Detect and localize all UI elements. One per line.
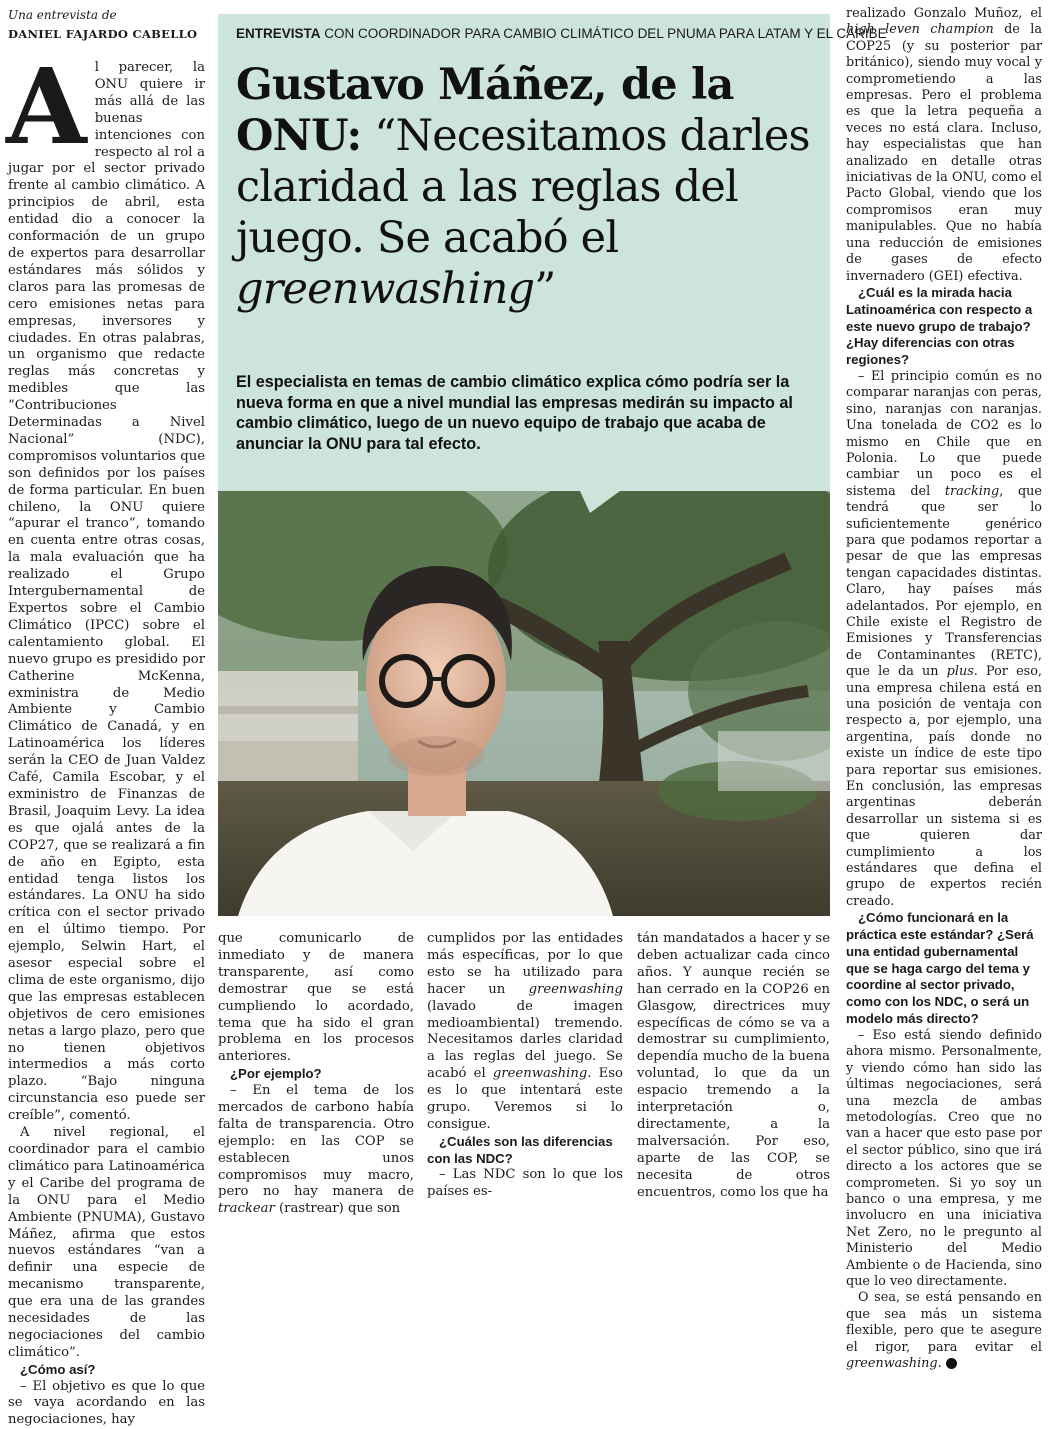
headline-italic: greenwashing — [236, 264, 535, 314]
headline-name: Gustavo Máñez, de la ONU: — [236, 60, 734, 161]
intro-text: l parecer, la ONU quiere ir más allá de las buenas intenciones con respecto al rol a jugar por el sector privado frente al cambio climático. A principios de abril, esta entidad dio a conocer la conformación de un grupo de expertos para desarrollar estándares más sólidos y claros para las promesas de cero emisiones netas para empresas, inversores y ciudades. En otras palabras, un organismo que redacte reglas más concretas y medibles que las “Contribuciones Determinadas a Nivel Nacional” (NDC), compromisos voluntarios que son definidos por los países de forma particular. En buen chileno, la ONU quiere “apurar el tranco”, tomando en cuenta entre otras cosas, la mala evaluación que ha realizado el Grupo Intergubernamental de Expertos sobre el Cambio Climático (IPCC) sobre el calentamiento global. El nuevo grupo es presidido por Catherine McKenna, exministra de Medio Ambiente y Cambio Climático de Canadá, y en Latinoamérica los líderes serán la CEO de Juan Valdez Café, Camila Escobar, y el exministro de Finanzas de Brasil, Joaquim Levy. La idea es que ojalá antes de la COP27, que se realizará a fin de año en Egipto, esta entidad tenga listos los estándares. La ONU ha sido crítica con el sector privado en el último tiempo. Por ejemplo, Selwin Hart, el asesor especial sobre el clima de este organismo, dijo que las empresas establecen objetivos de cero emisiones netas a largo plazo, pero que no tienen objetivos intermedios a más corto plazo. “Bajo ninguna circunstancia eso puede ser creíble”, comentó. — [8, 60, 205, 1124]
column-3 — [427, 931, 623, 1201]
answer-1-start: – El objetivo es que lo que se vaya acordando en las negociaciones, hay — [8, 1378, 205, 1428]
portrait-photo — [218, 491, 830, 916]
paragraph-intro — [6, 45, 205, 1125]
answer-4: – El principio común es no comparar naranjas con peras, sino, naranjas con naranjas. Una tonelada de CO2 es lo mismo en Chile que en Polonia. Lo que puede cambiar un poco es el sistema del tracking, que tendrá que ser lo suficientemente genérico para que podamos reportar a pesar de que las empresas tengan capacidades distintas. Claro, hay países más adelantados. Por ejemplo, en Chile existe el Registro de Emisiones y Transferencias de Contaminantes (RETC), que le da un plus. Por eso, una empresa chilena está en una posición de ventaja con respecto a, por ejemplo, una argentina, país donde no existe un índice de este tipo para reportar sus emisiones. En conclusión, las empresas argentinas deberán desarrollar un sistema si es que quieren dar cumplimiento a los estándares que defina el grupo de expertos recién creado. — [846, 368, 1042, 909]
column-2 — [218, 931, 414, 1218]
answer-6: O sea, se está pensando en que sea más un sistema flexible, pero que te asegure el rigor, para evitar el greenwashing. P — [846, 1290, 1042, 1371]
question-1: ¿Cómo así? — [20, 1361, 96, 1377]
end-mark-icon: P — [946, 1358, 957, 1369]
question-4: ¿Cuál es la mirada hacia Latinoamérica con respecto a este nuevo grupo de trabajo? ¿Hay diferencias con otras regiones? — [846, 284, 1033, 368]
answer-5: – Eso está siendo definido ahora mismo. Personalmente, y viendo cómo han sido las últimas negociaciones, será una mezcla de ambas metodologías. Creo que no van a hacer que esto pase por el sector público, sino que irá directo a los actores que se comprometen. Si yo soy un banco o una empresa, y me involucro en una iniciativa Net Zero, no le pregunto al Ministerio del Medio Ambiente o de Hacienda, sino que lo veo directamente. — [846, 1027, 1042, 1289]
drop-cap: A — [6, 45, 87, 168]
byline-intro: Una entrevista de — [8, 8, 117, 22]
paragraph-regional: A nivel regional, el coordinador para el cambio climático para Latinoamérica y el Caribe del programa de la ONU para el Medio Ambiente (PNUMA), Gustavo Máñez, afirma que estos nuevos estándares “van a definir una especie de mecanismo transparente, que era una de las grandes necesidades de las negociaciones del cambio climático”. — [8, 1125, 205, 1360]
question-2: ¿Por ejemplo? — [230, 1066, 322, 1082]
lede: El especialista en temas de cambio climático explica cómo podría ser la nueva forma en que a nivel mundial las empresas medirán su impacto al cambio climático, luego de un nuevo equipo de trabajo que acaba de anunciar la ONU para tal efecto. — [236, 373, 793, 453]
kicker-text: CON COORDINADOR PARA CAMBIO CLIMÁTICO DEL PNUMA PARA LATAM Y EL CARIBE — [324, 26, 887, 41]
byline-author: DANIEL FAJARDO CABELLO — [8, 27, 198, 41]
answer-1-continued: que comunicarlo de inmediato y de manera transparente, así como demostrar que se está cumpliendo lo acordado, tema que ha sido el gran problema en los procesos anteriores. — [218, 931, 414, 1065]
answer-3-start: – Las NDC son lo que los países es- — [427, 1167, 623, 1200]
headline — [236, 60, 826, 315]
speech-notch — [580, 491, 620, 513]
column-1 — [6, 45, 205, 1429]
kicker-label: ENTREVISTA — [236, 26, 321, 41]
answer-3-end: realizado Gonzalo Muñoz, el high leven champion de la COP25 (y su posterior par británico), siendo muy vocal y comprometiendo a las empresas. Pero el problema es que la letra pequeña a veces no está clara. Incluso, hay especialistas que han analizado en detalle otras iniciativas de la ONU, como el Pacto Global, viendo que los compromisos eran muy manipulables. Que no había una reducción de emisiones de gases de efecto invernadero (GEI) efectiva. — [846, 6, 1042, 284]
column-4 — [637, 931, 830, 1202]
answer-2-continued: cumplidos por las entidades más específicas, por lo que esto se ha utilizado para hacer un greenwashing (lavado de imagen medioambiental) tremendo. Necesitamos darles claridad a las reglas del juego. Se acabó el greenwashing. Eso es lo que intentará este grupo. Veremos si lo consigue. — [427, 931, 623, 1132]
kicker — [236, 26, 887, 41]
question-5: ¿Cómo funcionará en la práctica este estándar? ¿Será una entidad gubernamental que se haga cargo del tema y coordine al sector privado, como con los NDC, o será un modelo más directo? — [846, 910, 1034, 1027]
question-3: ¿Cuáles son las diferencias con las NDC? — [427, 1133, 613, 1166]
answer-3-continued: tán mandatados a hacer y se deben actualizar cada cinco años. Y aunque recién se han cerrado en la COP26 en Glasgow, directrices muy específicas de cómo se va a demostrar su cumplimiento, dependía mucho de la buena voluntad, lo que da un espacio tremendo a la interpretación o, directamente, a la malversación. Por eso, aparte de las COP, se necesita de otros encuentros, como los que ha — [637, 931, 830, 1200]
headline-quote: “Necesitamos darles claridad a las reglas del juego. Se acabó el — [236, 111, 810, 263]
headline-close: ” — [534, 264, 556, 314]
answer-2: – En el tema de los mercados de carbono había falta de transparencia. Otro ejemplo: en las COP se establecen unos compromisos muy macro, pero no hay manera de trackear (rastrear) que son — [218, 1083, 414, 1217]
column-5 — [846, 6, 1042, 1372]
